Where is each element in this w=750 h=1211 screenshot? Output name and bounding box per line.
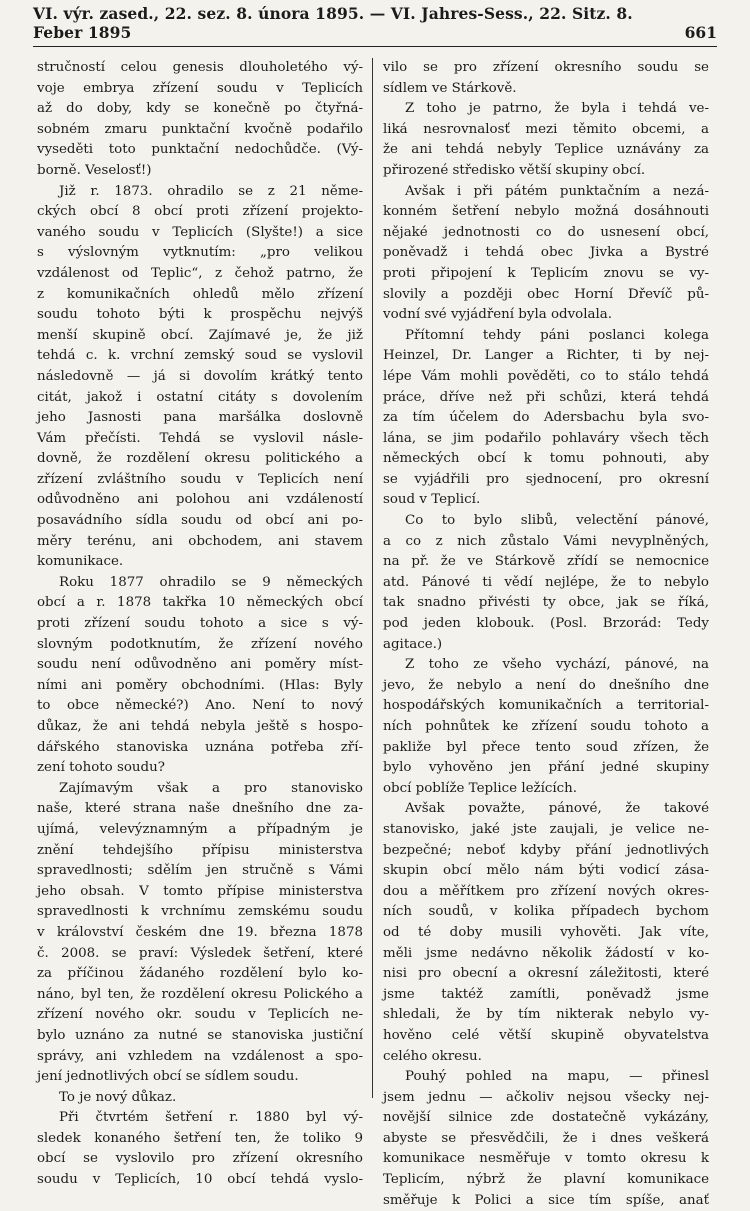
text-line: obcí a r. 1878 takřka 10 německých obcí	[37, 595, 363, 611]
text-line: Avšak považte, pánové, že takové	[405, 801, 709, 817]
text-line: Pouhý pohled na mapu, — přinesl	[405, 1069, 709, 1085]
right-column	[383, 58, 709, 1211]
text-line: vilo se pro zřízení okresního soudu se	[383, 60, 709, 75]
text-line: Při čtvrtém šetření r. 1880 byl vý-	[59, 1110, 363, 1126]
text-line: slovným podotknutím, že zřízení nového	[37, 636, 363, 652]
page-number: 661	[684, 23, 717, 42]
text-line: správy, ani vzhledem na vzdálenost a spo-	[37, 1048, 363, 1064]
text-line: na př. že ve Stárkově zřídí se nemocnice	[383, 554, 709, 570]
page-header	[33, 4, 717, 42]
text-line: vaného soudu v Teplicích (Slyšte!) a sice	[37, 224, 363, 240]
text-line: skupin obcí mělo nám býti vodicí zása-	[383, 863, 709, 879]
text-line: zřízení nového okr. soudu v Teplicích ne-	[37, 1007, 363, 1023]
text-line: č. 2008. se praví: Výsledek šetření, které	[37, 945, 363, 961]
text-line: naše, které strana naše dnešního dne za-	[37, 801, 363, 817]
text-line: dou a měřítkem pro zřízení nových okres-	[383, 883, 709, 899]
text-line: novější silnice zde dostatečně vykázány,	[383, 1110, 709, 1126]
text-line: borně. Veselosť!)	[37, 162, 152, 178]
text-line: stručností celou genesis dlouholetého vý-	[37, 60, 363, 75]
text-line: vodní své vyjádření byla odvolala.	[383, 307, 613, 323]
text-line: vyseděti toto punktační nedochůdče. (Vý-	[37, 142, 363, 158]
text-line: z komunikačních ohledů mělo zřízení	[37, 286, 363, 302]
text-line: voje embrya zřízení soudu v Teplicích	[37, 80, 363, 96]
text-line: agitace.)	[383, 636, 443, 652]
text-line: lána, se jim podařilo pohlaváry všech těch	[383, 430, 709, 446]
text-line: pod jeden klobouk. (Posl. Brzorád: Tedy	[383, 616, 709, 632]
text-line: směřuje k Polici a sice tím spíše, anať	[383, 1192, 709, 1208]
text-line: pakliže byl přece tento soud zřízen, že	[383, 739, 709, 755]
text-line: Avšak i při pátém punktačním a nezá-	[405, 183, 709, 199]
text-line: slovily a později obec Horní Dřevíč pů-	[383, 286, 709, 302]
text-line: konném šetření nebylo možná dosáhnouti	[383, 204, 709, 220]
text-line: jeho Jasnosti pana maršálka doslovně	[37, 410, 363, 426]
text-line: posavádního sídla soudu od obcí ani po-	[37, 513, 363, 529]
text-line: a co z nich zůstalo Vámi nevyplněných,	[383, 533, 709, 549]
text-line: ními ani poměry obchodními. (Hlas: Byly	[37, 677, 363, 693]
text-line: přirozené středisko větší skupiny obcí.	[383, 162, 646, 178]
text-line: ních soudů, v kolika případech bychom	[383, 904, 709, 920]
text-line: nějaké jednotnosti co do usnesení obcí,	[383, 224, 709, 240]
text-line: bylo uznáno za nutné se stanoviska justiční	[37, 1027, 363, 1043]
text-line: soud v Teplicí.	[383, 492, 481, 508]
text-line: spravedlnosti k vrchnímu zemskému soudu	[37, 904, 363, 920]
text-line: shledali, že by tím nikterak nebylo vy-	[383, 1007, 709, 1023]
text-line: až do doby, kdy se konečně po čtyřná-	[37, 101, 363, 117]
text-line: Z toho ze všeho vychází, pánové, na	[405, 657, 709, 673]
text-line: hospodářských komunikačních a territorial-	[383, 698, 709, 714]
text-line: důkaz, že ani tehdá nebyla ještě s hospo-	[37, 719, 363, 734]
text-line: Teplicím, nýbrž že plavní komunikace	[383, 1172, 709, 1188]
text-line: soudu není odůvodněno ani poměry míst-	[37, 657, 363, 673]
running-title: VI. výr. zased., 22. sez. 8. února 1895. — VI. Jahres-Sess., 22. Sitz. 8. Feber 1895	[33, 4, 633, 42]
text-line: Co to bylo slibů, velectění pánové,	[405, 513, 709, 529]
text-line: zení tohoto soudu?	[37, 760, 165, 776]
text-line: jsem jednu — ačkoliv nejsou všecky nej-	[383, 1089, 709, 1105]
text-line: dářského stanoviska uznána potřeba zří-	[37, 739, 363, 755]
text-line: spravedlnosti; sdělím jen stručně s Vámi	[37, 863, 363, 879]
text-line: odůvodněno ani polohou ani vzdáleností	[37, 492, 363, 508]
text-line: se vyjádřili pro sjednocení, pro okresní	[383, 471, 709, 487]
text-line: zřízení zvláštního soudu v Teplicích není	[37, 471, 363, 487]
text-line: dovně, že rozdělení okresu politického a	[37, 451, 363, 467]
text-line: tak snadno přivésti ty obce, jak se říká,	[383, 595, 709, 611]
text-line: proti zřízení soudu tohoto a sice s vý-	[37, 616, 363, 632]
text-line: Heinzel, Dr. Langer a Richter, ti by nej-	[383, 348, 709, 364]
text-line: komunikace nesměřuje v tomto okresu k	[383, 1151, 709, 1167]
text-line: znění tehdejšího přípisu ministerstva	[37, 842, 363, 858]
text-line: že ani tehdá nebyly Teplice uznávány za	[383, 142, 709, 158]
text-line: Roku 1877 ohradilo se 9 německých	[59, 574, 363, 590]
text-line: tehdá c. k. vrchní zemský soud se vyslovil	[37, 348, 363, 364]
text-line: jevo, že nebylo a není do dnešního dne	[383, 677, 709, 693]
text-line: obcí se vyslovilo pro zřízení okresního	[37, 1151, 363, 1167]
text-line: ckých obcí 8 obcí proti zřízení projekto-	[37, 204, 363, 220]
text-line: nisi pro obecní a okresní záležitosti, které	[383, 966, 709, 982]
text-line: ních pohnůtek ke zřízení soudu tohoto a	[383, 719, 709, 734]
text-line: s výslovným vytknutím: „pro velikou	[37, 245, 363, 261]
text-line: náno, byl ten, že rozdělení okresu Polického a	[37, 986, 363, 1002]
text-line: To je nový důkaz.	[59, 1089, 177, 1105]
text-line: menší skupině obcí. Zajímavé je, že již	[37, 327, 363, 343]
text-line: Již r. 1873. ohradilo se z 21 něme-	[59, 183, 363, 199]
text-line: za tím účelem do Adersbachu byla svo-	[383, 410, 709, 426]
text-line: Z toho je patrno, že byla i tehdá ve-	[405, 101, 709, 117]
text-line: německých obcí k tomu pohnouti, aby	[383, 451, 709, 467]
text-line: sobném zmaru punktační kvočně podařilo	[37, 121, 363, 137]
text-line: komunikace.	[37, 554, 124, 570]
text-line: jeho obsah. V tomto přípise ministerstva	[37, 883, 363, 899]
text-line: jení jednotlivých obcí se sídlem soudu.	[37, 1069, 299, 1085]
text-line: sídlem ve Stárkově.	[383, 80, 517, 96]
text-line: sledek konaného šetření ten, že toliko 9	[37, 1130, 363, 1146]
text-line: bylo vyhověno jen přání jedné skupiny	[383, 760, 709, 776]
text-line: proti připojení k Teplicím znovu se vy-	[383, 265, 709, 281]
text-line: poněvadž i tehdá obec Jivka a Bystré	[383, 245, 709, 261]
text-line: jsme taktéž zamítli, poněvadž jsme	[383, 986, 709, 1002]
text-line: abyste se přesvědčili, že i dnes veškerá	[383, 1130, 709, 1146]
header-rule	[33, 46, 717, 47]
text-line: soudu v Teplicích, 10 obcí tehdá vyslo-	[37, 1172, 363, 1188]
text-line: následovně — já si dovolím krátký tento	[37, 368, 363, 384]
text-line: lépe Vám mohli pověděti, co to stálo tehdá	[383, 368, 709, 384]
text-line: od té doby musili vyhověti. Jak víte,	[383, 924, 709, 940]
column-separator	[372, 58, 373, 1098]
text-line: v království českém dne 19. března 1878	[37, 924, 363, 940]
text-line: měry terénu, ani obchodem, ani stavem	[37, 533, 363, 549]
text-line: Přítomní tehdy páni poslanci kolega	[405, 327, 709, 343]
text-line: za příčinou žádaného rozdělení bylo ko-	[37, 966, 363, 982]
text-line: vzdálenost od Teplic“, z čehož patrno, že	[37, 265, 363, 281]
text-line: měli jsme nedávno několik žádostí v ko-	[383, 945, 709, 961]
text-line: soudu tohoto býti k prospěchu nejvýš	[37, 307, 363, 323]
text-line: Vám přečísti. Tehdá se vyslovil násle-	[37, 430, 363, 446]
text-line: to obce německé?) Ano. Není to nový	[37, 698, 363, 714]
text-line: celého okresu.	[383, 1048, 482, 1064]
text-line: stanovisko, jaké jste zaujali, je velice ne-	[383, 821, 709, 837]
text-line: hověno celé větší skupině obyvatelstva	[383, 1027, 709, 1043]
text-line: liká nesrovnalosť mezi těmito obcemi, a	[383, 121, 709, 137]
text-line: práce, dříve než při schůzi, která tehdá	[383, 389, 709, 405]
text-line: obcí poblíže Teplice ležících.	[383, 780, 578, 796]
text-line: Zajímavým však a pro stanovisko	[59, 780, 363, 796]
text-line: ujímá, velevýznamným a případným je	[37, 821, 363, 837]
left-column	[37, 58, 363, 1191]
text-line: bezpečné; neboť kdyby přání jednotlivých	[383, 842, 709, 858]
text-line: citát, jakož i ostatní citáty s dovolením	[37, 389, 363, 405]
text-line: atd. Pánové ti vědí nejlépe, že to nebylo	[383, 574, 709, 590]
